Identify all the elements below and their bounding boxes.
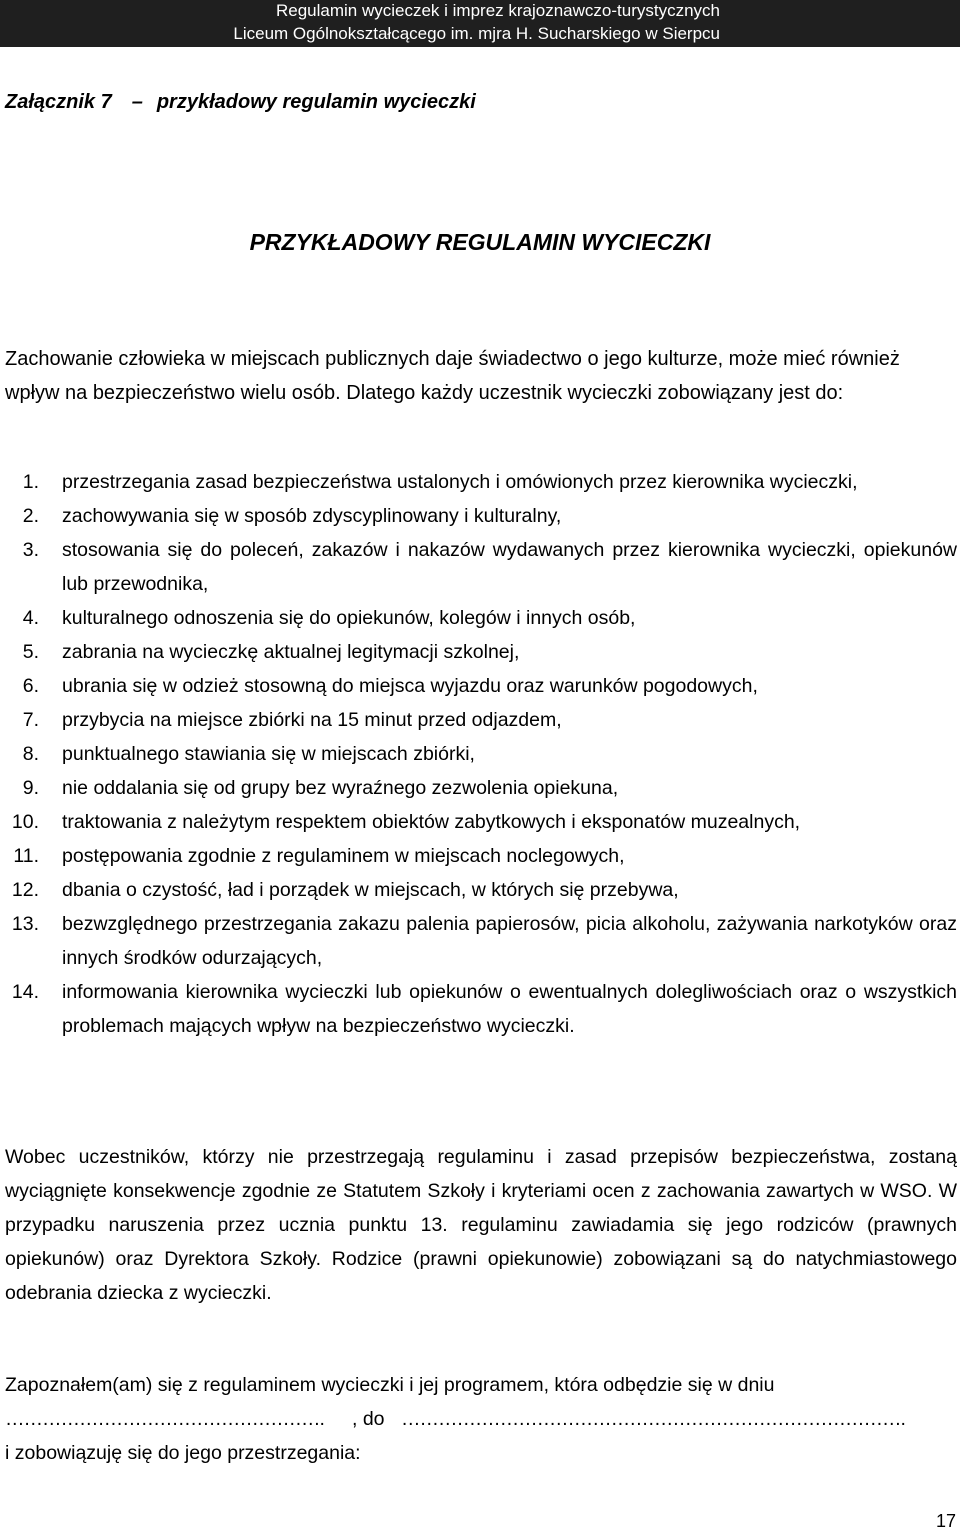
annex-heading [5,88,476,116]
rule-text: informowania kierownika wycieczki lub opiekunów o ewentualnych dolegliwościach oraz o wszystkich problemach mających wpływ na bezpieczeństwo wycieczki. [62,981,957,1037]
rule-item [5,601,957,635]
date-to-blank: ………………………………………………………………………. [401,1408,905,1430]
rule-item [5,669,957,703]
rule-text: przestrzegania zasad bezpieczeństwa ustalonych i omówionych przez kierownika wycieczki, [62,471,858,493]
rule-text: kulturalnego odnoszenia się do opiekunów, kolegów i innych osób, [62,607,636,629]
rule-number: 7. [22,709,39,731]
rule-number: 6. [22,675,39,697]
rule-text: ubrania się w odzież stosowną do miejsca wyjazdu oraz warunków pogodowych, [62,675,758,697]
rule-number: 14. [11,981,39,1003]
rule-number: 9. [22,777,39,799]
rule-text: stosowania się do poleceń, zakazów i nakazów wydawanych przez kierownika wycieczki, opiekunów lub przewodnika, [62,539,957,595]
rule-text: dbania o czystość, ład i porządek w miejscach, w których się przebywa, [62,879,679,901]
acknowledgement-line: Zapoznałem(am) się z regulaminem wycieczki i jej programem, która odbędzie się w dniu [5,1374,775,1396]
rule-number: 4. [22,607,39,629]
rule-number: 1. [22,471,39,493]
page-number: 17 [935,1511,956,1531]
rule-text: postępowania zgodnie z regulaminem w miejscach noclegowych, [62,845,625,867]
rule-number: 2. [22,505,39,527]
rule-text: traktowania z należytym respektem obiektów zabytkowych i eksponatów muzealnych, [62,811,801,833]
header-document-title: Regulamin wycieczek i imprez krajoznawczo-turystycznych [275,1,720,20]
rule-item [5,771,957,805]
rule-text: zachowywania się w sposób zdyscyplinowany i kulturalny, [62,505,562,527]
rule-number: 11. [13,845,39,867]
date-separator: , do [352,1408,385,1430]
rule-item [5,737,957,771]
rule-item [5,839,957,873]
rule-text: nie oddalania się od grupy bez wyraźnego zezwolenia opiekuna, [62,777,619,799]
rule-item [5,635,957,669]
rule-item [5,975,957,1043]
rule-item [5,805,957,839]
header-school-name: Liceum Ogólnokształcącego im. mjra H. Sucharskiego w Sierpcu [233,24,720,43]
rule-text: punktualnego stawiania się w miejscach zbiórki, [62,743,475,765]
consequences-paragraph: Wobec uczestników, którzy nie przestrzegają regulaminu i zasad przepisów bezpieczeństwa, zostaną wyciągnięte konsekwencje zgodnie ze Statutem Szkoły i kryteriami ocen z zachowania zawartych w WSO. W przypadku naruszenia przez ucznia punktu 13. regulaminu zawiadamia się jego rodziców (prawnych opiekunów) oraz Dyrektora Szkoły. Rodzice (prawni opiekunowie) zobowiązani są do natychmiastowego odebrania dziecka z wycieczki. [5,1146,957,1304]
rule-item [5,873,957,907]
acknowledgement-block [5,1368,957,1470]
rule-number: 5. [22,641,39,663]
annex-subtitle: przykładowy regulamin wycieczki [156,91,476,113]
annex-dash: – [131,91,143,113]
rule-number: 12. [11,879,39,901]
date-from-blank: ……………………………………………. [5,1408,324,1430]
rule-text: zabrania na wycieczkę aktualnej legitymacji szkolnej, [62,641,520,663]
annex-label: Załącznik 7 [5,91,112,113]
rule-item [5,703,957,737]
rule-number: 10. [11,811,39,833]
page-title: PRZYKŁADOWY REGULAMIN WYCIECZKI [249,229,711,255]
rule-number: 13. [11,913,39,935]
rule-text: bezwzględnego przestrzegania zakazu palenia papierosów, picia alkoholu, zażywania narkotyków oraz innych środków odurzających, [62,913,957,969]
intro-paragraph: Zachowanie człowieka w miejscach publicznych daje świadectwo o jego kulturze, może mieć również wpływ na bezpieczeństwo wielu osób. Dlatego każdy uczestnik wycieczki zobowiązany jest do: [5,348,900,404]
rule-item [5,465,957,499]
rule-item [5,533,957,601]
rule-number: 8. [22,743,39,765]
rules-list [5,465,957,1043]
commitment-line: i zobowiązuję się do jego przestrzegania: [5,1442,361,1464]
rule-item [5,499,957,533]
rule-text: przybycia na miejsce zbiórki na 15 minut przed odjazdem, [62,709,562,731]
rule-number: 3. [22,539,39,561]
rule-item [5,907,957,975]
page-header [0,0,960,47]
date-range-fill-line [5,1402,957,1436]
